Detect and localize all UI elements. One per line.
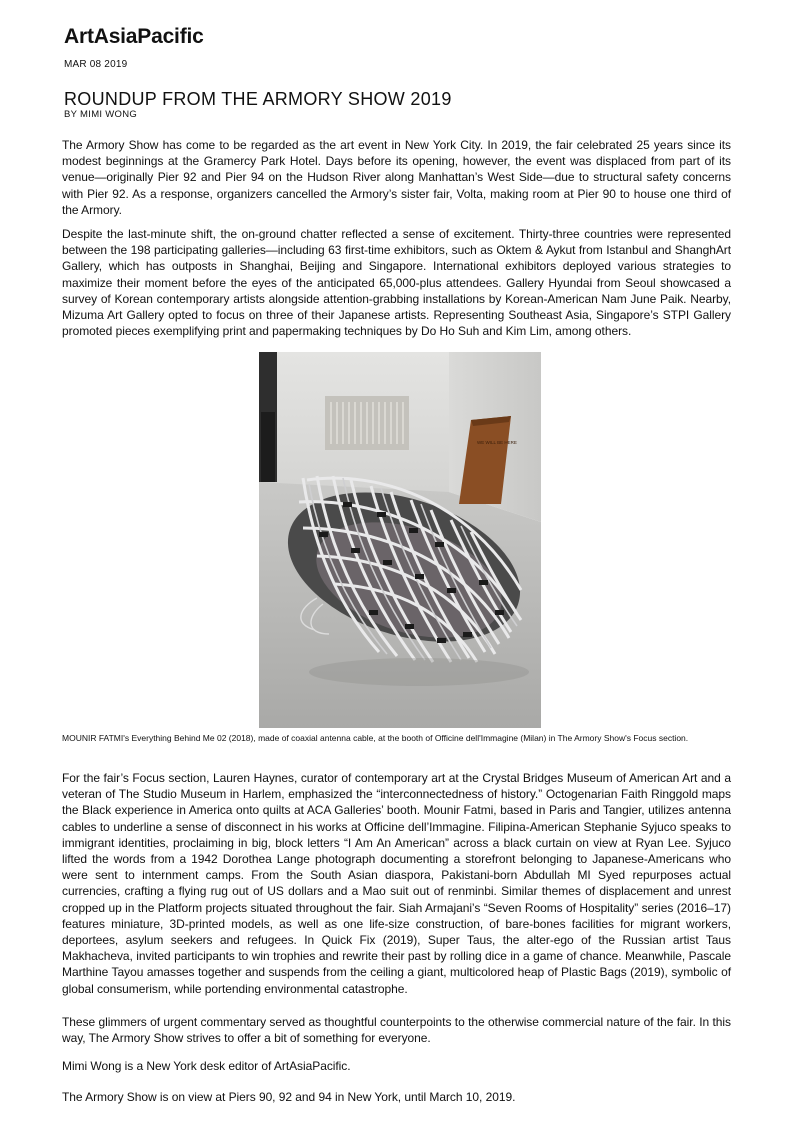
publication-logo: ArtAsiaPacific xyxy=(64,25,204,48)
article-paragraph-3: For the fair’s Focus section, Lauren Haynes, curator of contemporary art at the Crystal Bridges Museum of American Art and a veteran of The Studio Museum in Harlem, emphasized the “interconnectedness of history.” Octogenarian Faith Ringgold maps the Black experience in America onto quilts at ACA Galleries’ booth. Mounir Fatmi, based in Paris and Tangier, utilizes antenna cables to underline a sense of disconnect in his works at Officine dell’Immagine. Filipina-American Stephanie Syjuco speaks to immigrant identities, proclaiming in big, block letters “I Am An American” across a black curtain on view at Ryan Lee. Syjuco lifted the words from a 1942 Dorothea Lange photograph documenting a storefront belonging to Japanese-Americans who were sent to internment camps. From the South Asian diaspora, Pakistani-born Abdullah MI Syed repurposes actual currencies, crafting a flying rug out of US dollars and a Mao suit out of renminbi. Similar themes of displacement and unrest cropped up in the Platform projects situated throughout the fair. Siah Armajani’s “Seven Rooms of Hospitality” series (2016–17) features miniature, 3D-printed models, as well as one life-size construction, of bare-bones facilities for migrant workers, deportees, asylum seekers and refugees. In Quick Fix (2019), Super Taus, the alter-ego of the Russian artist Taus Makhacheva, invited participants to win trophies and rewrite their past by rolling dice in a game of chance. Meanwhile, Pascale Marthine Tayou amasses together and suspends from the ceiling a giant, multicolored heap of Plastic Bags (2019), symbolic of global consumerism, while portending environmental catastrophe. xyxy=(62,771,731,996)
author-bio: Mimi Wong is a New York desk editor of ArtAsiaPacific. xyxy=(62,1059,351,1073)
exhibition-info: The Armory Show is on view at Piers 90, 92 and 94 in New York, until March 10, 2019. xyxy=(62,1090,516,1104)
installation-photo-graphic xyxy=(259,352,541,728)
author-byline: BY MIMI WONG xyxy=(64,109,138,120)
article-photo xyxy=(259,352,541,728)
article-paragraph-2: Despite the last-minute shift, the on-ground chatter reflected a sense of excitement. Thirty-three countries were represented between the 198 participating galleries—including 63 first-time exhibitors, such as Oktem & Aykut from Istanbul and ShanghArt Gallery, which has outposts in Shanghai, Beijing and Singapore. International exhibitors deployed various strategies to maximize their moment before the eyes of the anticipated 65,000-plus attendees. Gallery Hyundai from Seoul showcased a survey of Korean contemporary artists alongside attention-grabbing installations by Korean-American Nam June Paik. Nearby, Mizuma Art Gallery opted to focus on three of their Japanese artists. Representing Southeast Asia, Singapore’s STPI Gallery promoted pieces exemplifying print and papermaking techniques by Do Ho Suh and Kim Lim, among others. xyxy=(62,227,731,339)
article-paragraph-1: The Armory Show has come to be regarded as the art event in New York City. In 2019, the fair celebrated 25 years since its modest beginnings at the Gramercy Park Hotel. Days before its opening, however, the event was displaced from part of its venue—originally Pier 92 and Pier 94 on the Hudson River along Manhattan’s West Side—due to structural safety concerns with Pier 92. As a response, organizers cancelled the Armory’s sister fair, Volta, making room at Pier 90 to house one third of the Armory. xyxy=(62,138,731,217)
photo-caption: MOUNIR FATMI's Everything Behind Me 02 (2018), made of coaxial antenna cable, at the booth of Officine dell'Immagine (Milan) in The Armory Show's Focus section. xyxy=(62,733,689,743)
article-title: ROUNDUP FROM THE ARMORY SHOW 2019 xyxy=(64,89,452,109)
article-paragraph-4: These glimmers of urgent commentary served as thoughtful counterpoints to the otherwise commercial nature of the fair. In this way, The Armory Show strives to offer a bit of something for everyone. xyxy=(62,1015,731,1046)
sign-text: WE WILL BE HERE xyxy=(477,440,517,445)
publish-date: MAR 08 2019 xyxy=(64,59,128,70)
